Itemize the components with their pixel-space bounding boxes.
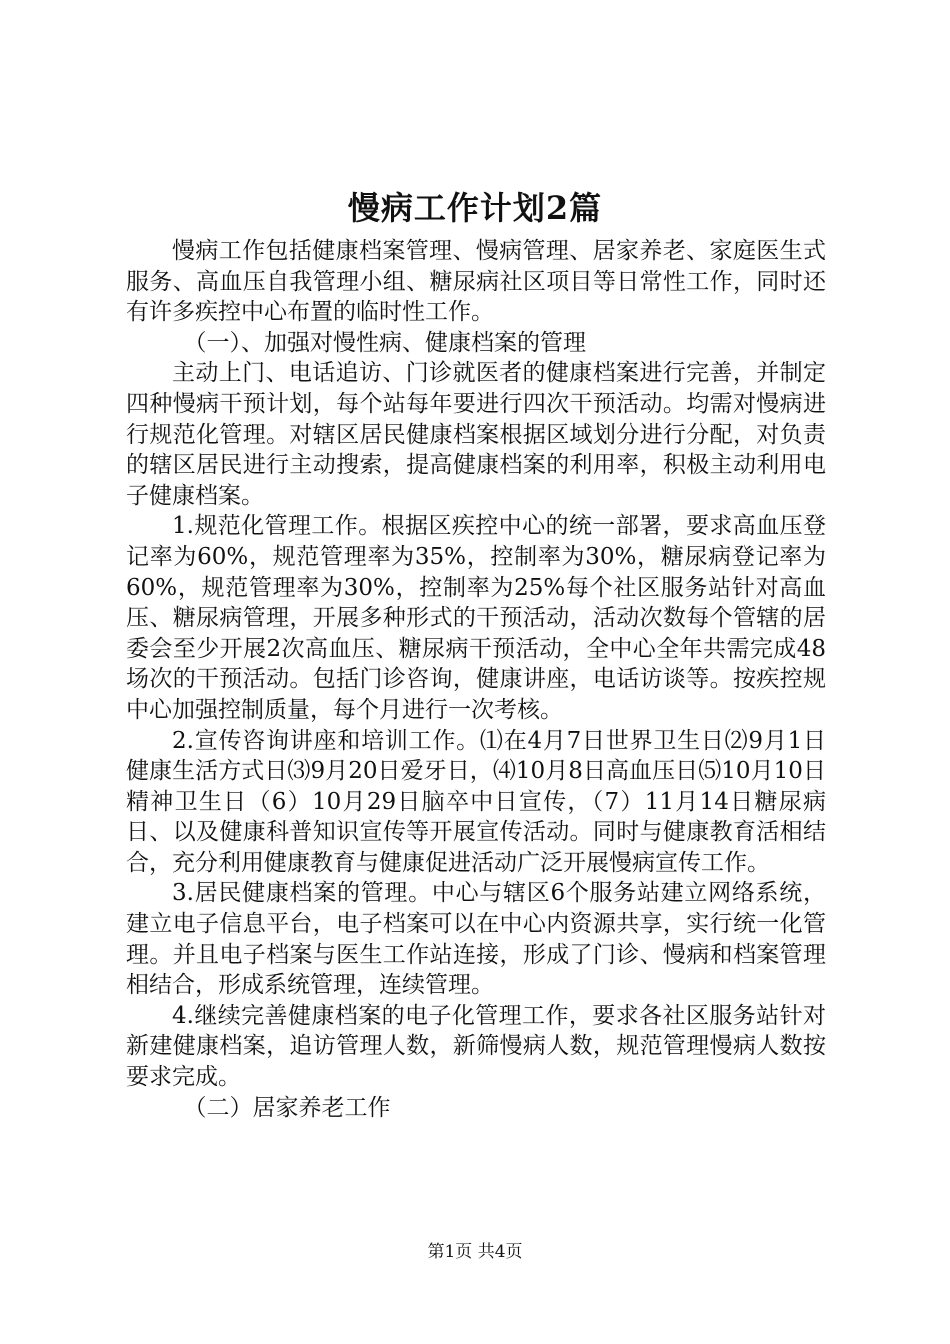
document-body [126,236,826,1123]
document-title: 慢病工作计划2篇 [347,189,603,227]
paragraph-item-2: 2.宣传咨询讲座和培训工作。⑴在4月7日世界卫生日⑵9月1日健康生活方式日⑶9月20日爱牙日，⑷10月8日高血压日⑸10月10日精神卫生日（6）10月29日脑卒中日宣传，（7）11月14日糖尿病日、以及健康科普知识宣传等开展宣传活动。同时与健康教育活相结合，充分利用健康教育与健康促进活动广泛开展慢病宣传工作。 [126,727,826,876]
paragraph: 主动上门、电话追访、门诊就医者的健康档案进行完善，并制定四种慢病干预计划，每个站每年要进行四次干预活动。均需对慢病进行规范化管理。对辖区居民健康档案根据区域划分进行分配，对负责的辖区居民进行主动搜索，提高健康档案的利用率，积极主动利用电子健康档案。 [126,360,826,509]
paragraph-item-1: 1.规范化管理工作。根据区疾控中心的统一部署，要求高血压登记率为60%，规范管理率为35%，控制率为30%，糖尿病登记率为60%，规范管理率为30%，控制率为25%每个社区服务站针对高血压、糖尿病管理，开展多种形式的干预活动，活动次数每个管辖的居委会至少开展2次高血压、糖尿病干预活动，全中心全年共需完成48场次的干预活动。包括门诊咨询，健康讲座，电话访谈等。按疾控规中心加强控制质量，每个月进行一次考核。 [126,513,826,723]
section-heading-1: （一）、加强对慢性病、健康档案的管理 [183,329,586,356]
paragraph-item-4: 4.继续完善健康档案的电子化管理工作，要求各社区服务站针对新建健康档案，追访管理人数，新筛慢病人数，规范管理慢病人数按要求完成。 [126,1002,826,1091]
section-heading-2: （二）居家养老工作 [183,1094,391,1121]
paragraph-item-3: 3.居民健康档案的管理。中心与辖区6个服务站建立网络系统，建立电子信息平台，电子档案可以在中心内资源共享，实行统一化管理。并且电子档案与医生工作站连接，形成了门诊、慢病和档案管理相结合，形成系统管理，连续管理。 [126,880,826,999]
page-footer: 第1页 共4页 [427,1242,523,1262]
paragraph-intro: 慢病工作包括健康档案管理、慢病管理、居家养老、家庭医生式服务、高血压自我管理小组、糖尿病社区项目等日常性工作，同时还有许多疾控中心布置的临时性工作。 [126,238,826,326]
